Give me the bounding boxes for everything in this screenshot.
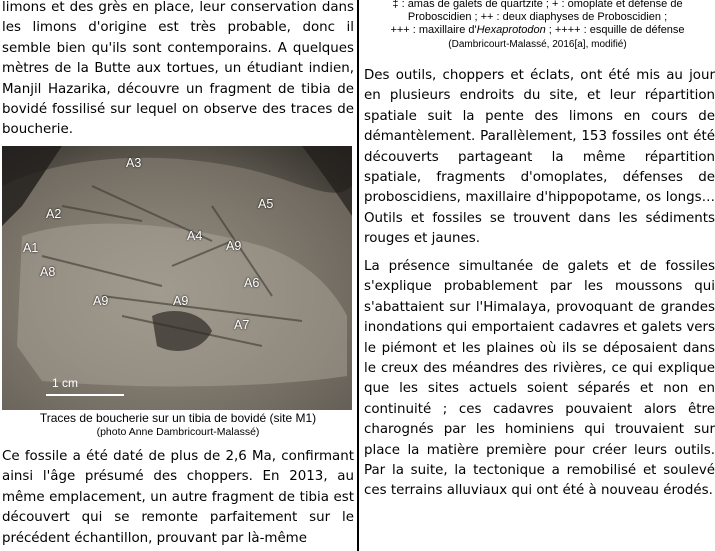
legend-line-2: Proboscidien ; ++ : deux diaphyses de Proboscidien ;: [407, 11, 668, 24]
label-a2: A2: [46, 207, 62, 221]
legend-credit: (Dambricourt-Malassé, 2016[a], modifié): [448, 38, 627, 50]
bone-photo: [2, 146, 352, 410]
paragraph-dating: Ce fossile a été daté de plus de 2,6 Ma, confirmant ainsi l'âge présumé des choppers. En 2013, au même emplacement, un autre fragment de tibia est découvert qui se remonte parfaitement sur le précédent échantillon, prouvant par là-même: [2, 449, 354, 546]
column-divider: [357, 0, 359, 551]
label-a9-3: A9: [173, 294, 189, 308]
left-column: [0, 0, 356, 551]
photo-caption: [0, 411, 356, 439]
paragraph-monsoons: La présence simultanée de galets et de fossiles s'explique probablement par les moussons qui s'abattaient sur l'Himalaya, provoquant de grandes inondations qui emportaient cadavres et galets vers le piémont et les plaines où ils se déposaient dans le creux des méandres des rivières, ce qui explique que les sites actuels soient séparés et non en continuité ; ces cadavres pouvaient alors être charognés par les hominiens qui trouvaient sur place la matière première pour créer leurs outils. Par la suite, la tectonique a remobilisé et soulevé ces terrains alluviaux qui ont été à nouveau érodés.: [364, 259, 715, 499]
label-a7: A7: [234, 318, 250, 332]
label-a6: A6: [244, 276, 260, 290]
label-a1: A1: [23, 241, 39, 255]
legend-taxon: Hexaprotodon: [476, 24, 546, 37]
label-a9-2: A9: [93, 294, 109, 308]
legend-line-3: +++ : maxillaire d'Hexaprotodon ; ++++ : esquille de défense: [390, 24, 685, 37]
paragraph-tools-fossils: Des outils, choppers et éclats, ont été mis au jour en plusieurs endroits du site, et leur répartition spatiale suit la pente des limons en cours de démantèlement. Parallèlement, 153 fossiles ont été découverts partageant la même répartition spatiale, fragments d'omoplates, défenses de proboscidiens, maxillaire d'hippopotame, os longs… Outils et fossiles se trouvent dans les sédiments rouges et jaunes.: [364, 68, 715, 247]
figure-legend: [360, 0, 715, 51]
scale-bar: [46, 394, 124, 396]
label-a5: A5: [258, 197, 274, 211]
scale-label: 1 cm: [52, 376, 79, 390]
right-column: [360, 0, 715, 551]
legend-line-1: ‡ : amas de galets de quartzite ; + : omoplate et défense de: [392, 0, 683, 10]
label-a8: A8: [40, 265, 56, 279]
label-a4: A4: [187, 229, 203, 243]
paragraph-bone-discovery: limons et des grès en place, leur conservation dans les limons d'origine est très probable, donc il semble bien qu'ils sont contemporains. A quelques mètres de la Butte aux tortues, un étudiant indien, Manjil Hazarika, découvre un fragment de tibia de bovidé fossilisé sur lequel on observe des traces de boucherie.: [2, 0, 354, 138]
caption-credit: (photo Anne Dambricourt-Malassé): [96, 426, 260, 438]
label-a3: A3: [126, 156, 142, 170]
label-a9-1: A9: [226, 239, 242, 253]
caption-title: Traces de boucherie sur un tibia de bovidé (site M1): [39, 411, 317, 425]
